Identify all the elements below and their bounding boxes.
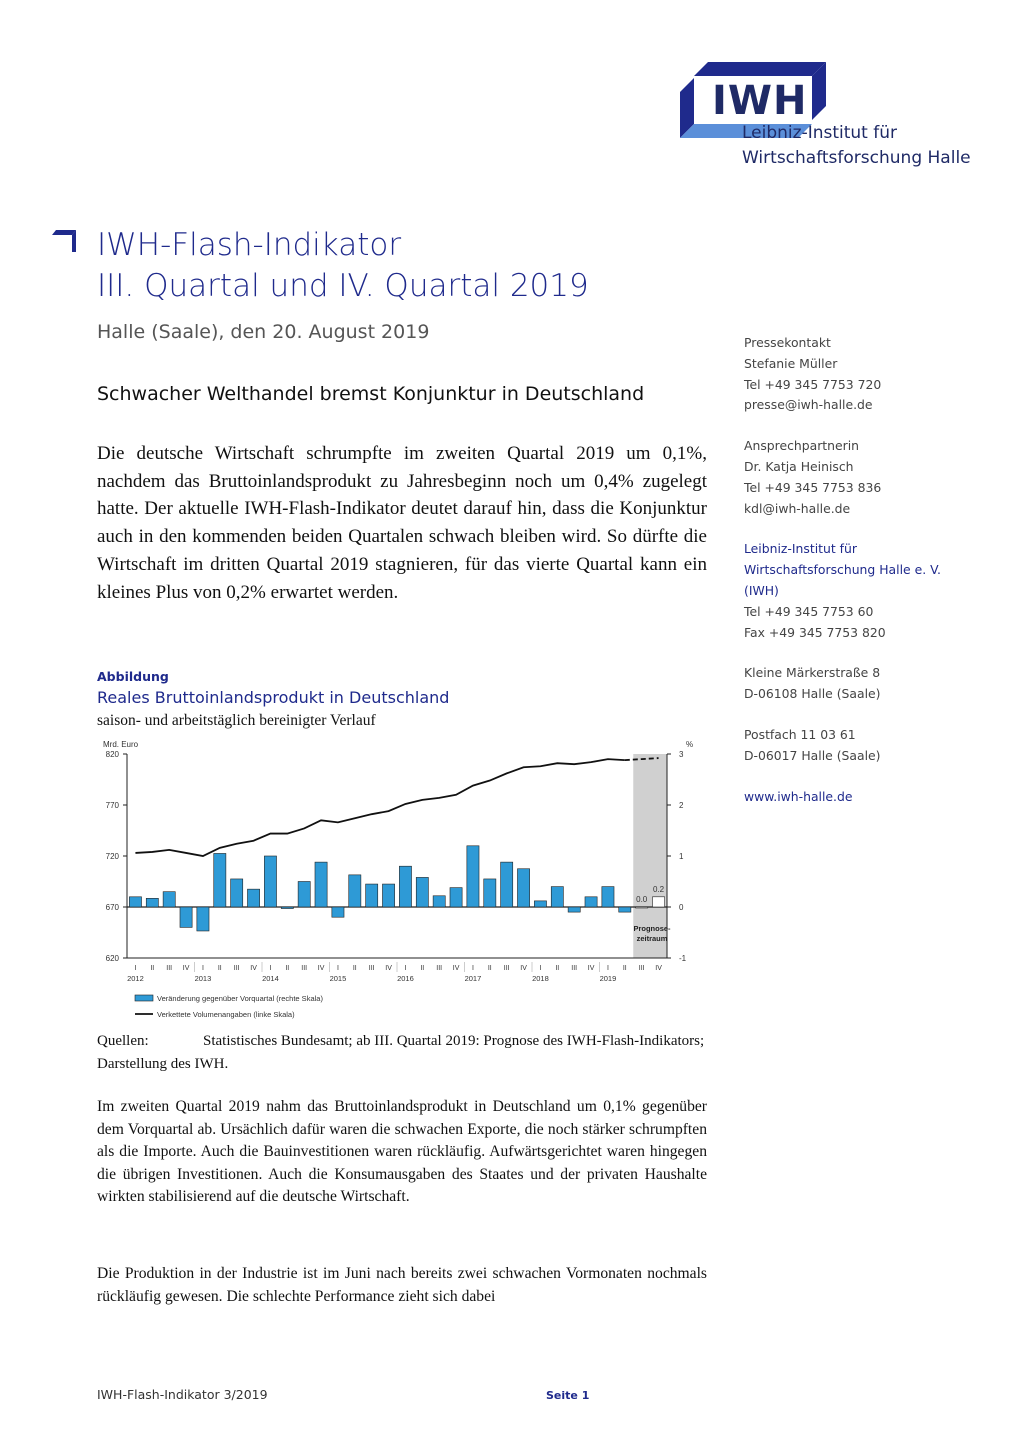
change-bar xyxy=(180,907,192,927)
change-bar xyxy=(197,907,209,931)
iwh-logo xyxy=(676,62,971,182)
change-bar xyxy=(231,879,243,907)
year-tick-label: 2013 xyxy=(194,974,212,983)
quarter-tick-label: IV xyxy=(655,965,662,972)
change-bar xyxy=(399,866,411,907)
quarter-tick-label: I xyxy=(539,965,542,972)
change-bar xyxy=(332,907,344,917)
forecast-value-label: 0.2 xyxy=(653,884,665,894)
quarter-tick-label: III xyxy=(503,965,510,972)
right-tick-label: 0 xyxy=(679,903,684,912)
quarter-tick-label: IV xyxy=(385,965,392,972)
quarter-tick-label: I xyxy=(404,965,407,972)
logo-line-2: Wirtschaftsforschung Halle xyxy=(742,148,971,168)
quarter-tick-label: II xyxy=(555,965,560,972)
quarter-tick-label: II xyxy=(150,965,155,972)
quarter-tick-label: I xyxy=(471,965,474,972)
quarter-tick-label: III xyxy=(368,965,375,972)
legend-bar-label: Veränderung gegenüber Vorquartal (rechte Skala) xyxy=(157,994,323,1003)
quarter-tick-label: I xyxy=(606,965,609,972)
institute-tel: Tel +49 345 7753 60 xyxy=(744,603,874,619)
forecast-label-line-2: zeitraum xyxy=(636,934,668,943)
quarter-tick-label: II xyxy=(217,965,222,972)
footer-title: IWH-Flash-Indikator 3/2019 xyxy=(97,1387,268,1402)
left-tick-label: 720 xyxy=(105,852,119,861)
change-bar xyxy=(247,889,259,907)
change-bar xyxy=(585,897,597,907)
quarter-tick-label: IV xyxy=(317,965,325,972)
change-bar xyxy=(652,897,664,907)
change-bar xyxy=(602,887,614,907)
change-bar xyxy=(534,901,546,907)
year-tick-label: 2016 xyxy=(397,974,414,983)
logo-line-1: Leibniz-Institut für xyxy=(742,123,897,143)
quarter-tick-label: II xyxy=(487,965,492,972)
quarter-tick-label: I xyxy=(269,965,272,972)
figure-title: Reales Bruttoinlandsprodukt in Deutschland xyxy=(97,688,450,707)
lead-paragraph: Die deutsche Wirtschaft schrumpfte im zweiten Quartal 2019 um 0,1%, nachdem das Bruttoinlandsprodukt zu Jahresbeginn noch um 0,4% zugelegt hatte. Der aktuelle IWH-Flash-Indikator deutet darauf hin, dass die Konjunktur auch in den kommenden beiden Quartalen schwach bleiben wird. So dürfte die Wirtschaft im dritten Quartal 2019 stagnieren, für das vierte Quartal kann ein kleines Plus von 0,2% erwartet werden. xyxy=(97,443,707,603)
change-bar xyxy=(298,882,310,908)
sources-label: Quellen: xyxy=(97,1033,149,1049)
logo-abbreviation: IWH xyxy=(712,78,808,124)
change-bar xyxy=(450,888,462,907)
change-bar xyxy=(433,896,445,907)
change-bar xyxy=(416,877,428,907)
quarter-tick-label: I xyxy=(134,965,137,972)
city-address: D-06108 Halle (Saale) xyxy=(744,686,881,702)
quarter-tick-label: II xyxy=(352,965,357,972)
subheadline: Schwacher Welthandel bremst Konjunktur in Deutschland xyxy=(97,383,645,405)
left-tick-label: 820 xyxy=(105,750,119,759)
footer-page-number: Seite 1 xyxy=(546,1389,590,1402)
year-tick-label: 2019 xyxy=(599,974,617,983)
quarter-tick-label: I xyxy=(336,965,339,972)
quarter-tick-label: I xyxy=(201,965,204,972)
change-bar xyxy=(366,884,378,907)
contact-name: Dr. Katja Heinisch xyxy=(744,458,854,474)
contact-email[interactable]: kdl@iwh-halle.de xyxy=(744,500,851,516)
change-bar xyxy=(146,898,158,907)
quarter-tick-label: III xyxy=(233,965,240,972)
change-bar xyxy=(264,856,276,907)
right-axis-unit: % xyxy=(686,740,694,749)
left-axis-unit: Mrd. Euro xyxy=(103,740,139,749)
quarter-tick-label: III xyxy=(638,965,645,972)
change-bar xyxy=(349,875,361,907)
change-bar xyxy=(517,869,529,907)
website-link[interactable]: www.iwh-halle.de xyxy=(744,788,853,804)
press-email[interactable]: presse@iwh-halle.de xyxy=(744,397,873,413)
quarter-tick-label: IV xyxy=(182,965,190,972)
left-tick-label: 770 xyxy=(105,801,119,810)
legend-line-label: Verkettete Volumenangaben (linke Skala) xyxy=(157,1010,295,1019)
institute-fax: Fax +49 345 7753 820 xyxy=(744,624,886,640)
right-tick-label: 3 xyxy=(679,750,684,759)
quarter-tick-label: IV xyxy=(250,965,257,972)
quarter-tick-label: III xyxy=(301,965,308,972)
street-address: Kleine Märkerstraße 8 xyxy=(744,665,881,681)
quarter-tick-label: II xyxy=(420,965,425,972)
press-heading: Pressekontakt xyxy=(744,335,831,350)
change-bar xyxy=(568,907,580,912)
sources-text: Statistisches Bundesamt; ab III. Quartal 2019: Prognose des IWH-Flash-Indikators; Darstellung des IWH. xyxy=(97,1033,705,1072)
figure-subtitle: saison- und arbeitstäglich bereinigter Verlauf xyxy=(97,712,376,729)
left-tick-label: 620 xyxy=(105,954,119,963)
change-bar xyxy=(484,879,496,907)
change-bar xyxy=(501,862,513,907)
quarter-tick-label: IV xyxy=(452,965,460,972)
change-bar xyxy=(315,862,327,907)
page-title-line-1: IWH-Flash-Indikator xyxy=(97,227,402,263)
forecast-value-label: 0.0 xyxy=(636,895,648,904)
page-title-line-2: III. Quartal und IV. Quartal 2019 xyxy=(97,268,589,304)
quarter-tick-label: III xyxy=(436,965,443,972)
left-tick-label: 670 xyxy=(105,903,119,912)
postbox: Postfach 11 03 61 xyxy=(744,726,856,742)
year-tick-label: 2015 xyxy=(329,974,347,983)
institute-line-3: (IWH) xyxy=(744,582,779,598)
year-tick-label: 2018 xyxy=(532,974,549,983)
gdp-level-line xyxy=(135,759,624,856)
change-bar xyxy=(551,887,563,907)
year-tick-label: 2012 xyxy=(127,974,144,983)
sidebar-contacts xyxy=(744,333,984,807)
change-bar xyxy=(163,892,175,907)
institute-line-1: Leibniz-Institut für xyxy=(744,541,857,557)
institute-line-2: Wirtschaftsforschung Halle e. V. xyxy=(744,562,941,578)
quarter-tick-label: IV xyxy=(587,965,595,972)
press-name: Stefanie Müller xyxy=(744,355,838,371)
contact-heading: Ansprechpartnerin xyxy=(744,438,860,454)
right-tick-label: 1 xyxy=(679,852,684,861)
dateline: Halle (Saale), den 20. August 2019 xyxy=(97,321,430,343)
change-bar xyxy=(467,846,479,907)
right-tick-label: 2 xyxy=(679,801,684,810)
change-bar xyxy=(129,897,141,907)
quarter-tick-label: II xyxy=(285,965,290,972)
postbox-city: D-06017 Halle (Saale) xyxy=(744,747,881,763)
figure-label: Abbildung xyxy=(97,669,169,684)
quarter-tick-label: IV xyxy=(520,965,527,972)
year-tick-label: 2014 xyxy=(262,974,279,983)
quarter-tick-label: II xyxy=(622,965,627,972)
figure-sources xyxy=(97,1030,707,1075)
title-marker-icon xyxy=(52,230,76,252)
change-bar xyxy=(214,853,226,907)
body-paragraph-2: Die Produktion in der Industrie ist im Juni nach bereits zwei schwachen Vormonaten nochmals rückläufig gewesen. Die schlechte Performance zieht sich dabei xyxy=(97,1265,707,1305)
right-tick-label: -1 xyxy=(679,954,687,963)
quarter-tick-label: III xyxy=(166,965,173,972)
year-tick-label: 2017 xyxy=(464,974,482,983)
body-paragraph-1: Im zweiten Quartal 2019 nahm das Bruttoinlandsprodukt in Deutschland um 0,1% gegenüber dem Vorquartal ab. Ursächlich dafür waren die schwachen Exporte, die noch stärker schrumpften als die Importe. Auch die Bauinvestitionen waren rückläufig. Aufwärtsgerichtet waren hingegen die übrigen Investitionen. Auch die Konsumausgaben des Staates und der privaten Haushalte wirkten stabilisierend auf die deutsche Wirtschaft. xyxy=(97,1098,707,1206)
legend-bar-swatch xyxy=(135,995,153,1001)
contact-tel: Tel +49 345 7753 836 xyxy=(744,479,882,495)
press-tel: Tel +49 345 7753 720 xyxy=(744,376,882,392)
change-bar xyxy=(619,907,631,912)
forecast-label-line-1: Prognose- xyxy=(633,924,671,933)
quarter-tick-label: III xyxy=(571,965,578,972)
change-bar xyxy=(281,907,293,909)
change-bar xyxy=(382,884,394,907)
gdp-chart xyxy=(97,736,717,1026)
change-bar xyxy=(636,907,648,908)
